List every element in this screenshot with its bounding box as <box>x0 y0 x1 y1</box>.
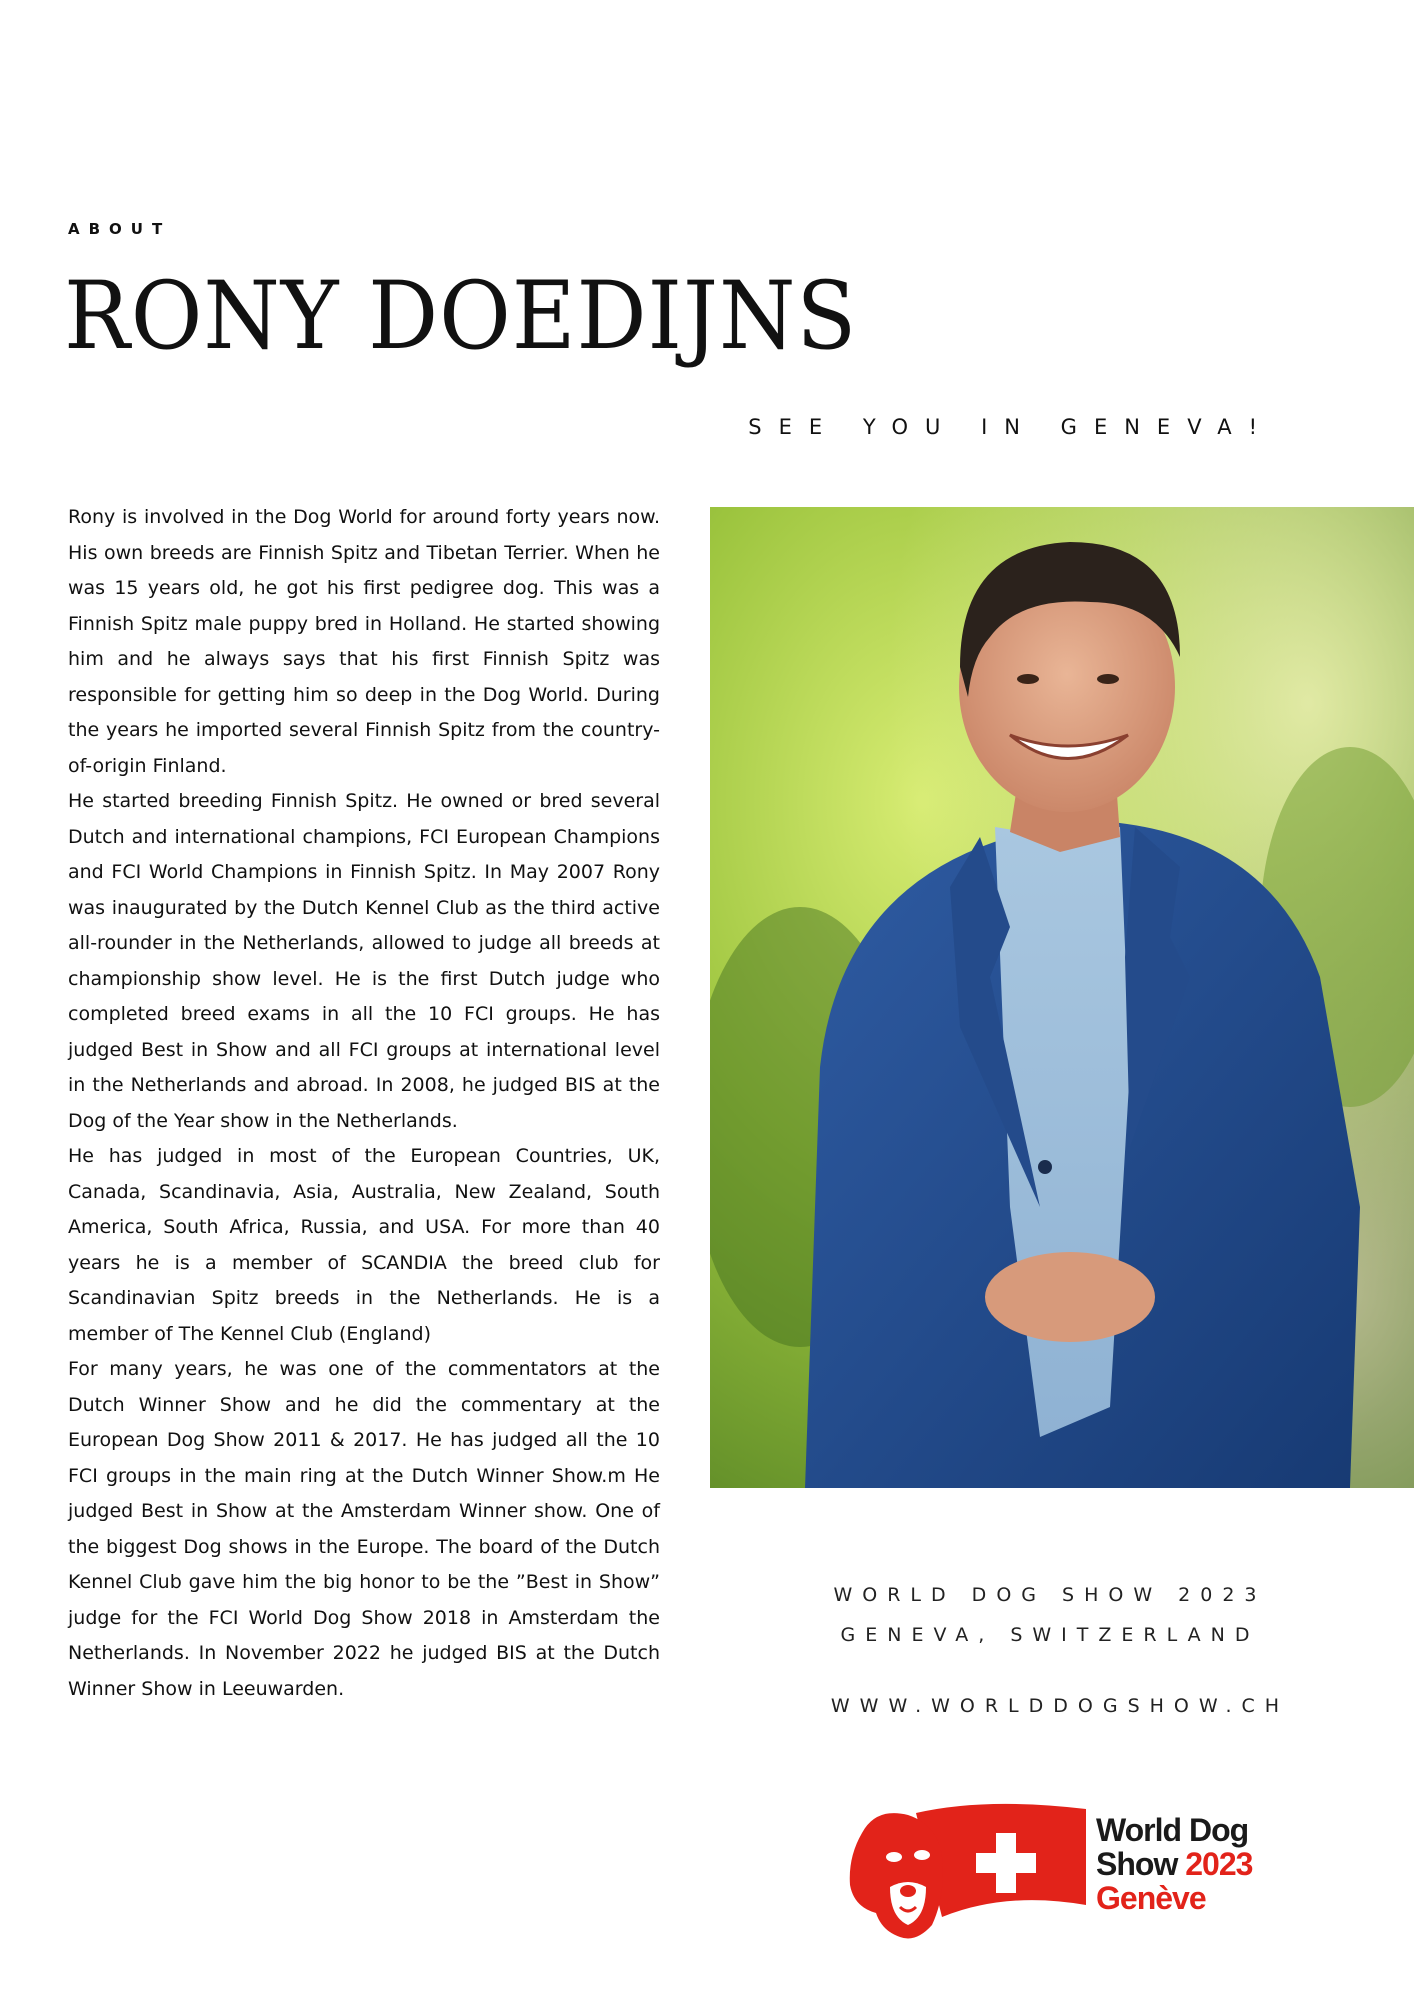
event-title: WORLD DOG SHOW 2023 <box>833 1584 1267 1606</box>
logo-line-2 <box>1096 1847 1252 1881</box>
bio-paragraph: He started breeding Finnish Spitz. He owned or bred several Dutch and international champions, FCI European Champions and FCI World Champions in Finnish Spitz. In May 2007 Rony was inaugurated by the Dutch Kennel Club as the third active all-rounder in the Netherlands, allowed to judge all breeds at championship show level. He is the first Dutch judge who completed breed exams in all the 10 FCI groups. He has judged Best in Show and all FCI groups at international level in the Netherlands and abroad. In 2008, he judged BIS at the Dog of the Year show in the Netherlands. <box>68 790 660 1132</box>
logo-line-1: World Dog <box>1096 1812 1249 1848</box>
logo-show-word: Show <box>1096 1846 1186 1882</box>
logo-year: 2023 <box>1185 1846 1253 1882</box>
logo-city: Genève <box>1096 1880 1206 1916</box>
bio-paragraph: Rony is involved in the Dog World for around forty years now. His own breeds are Finnish Spitz and Tibetan Terrier. When he was 15 years old, he got his first pedigree dog. This was a Finnish Spitz male puppy bred in Holland. He started showing him and he always says that his first Finnish Spitz was responsible for getting him so deep in the Dog World. During the years he imported several Finnish Spitz from the country-of-origin Finland. <box>68 506 660 777</box>
bio-paragraph: He has judged in most of the European Countries, UK, Canada, Scandinavia, Asia, Australia, New Zealand, South America, South Africa, Russia, and USA. For more than 40 years he is a member of SCANDIA the breed club for Scandinavian Spitz breeds in the Netherlands. He is a member of The Kennel Club (England) <box>68 1145 660 1345</box>
page-title: RONY DOEDIJNS <box>64 262 858 371</box>
event-info <box>790 1575 1310 1655</box>
event-location: GENEVA, SWITZERLAND <box>840 1624 1260 1646</box>
website-link[interactable]: WWW.WORLDDOGSHOW.CH <box>830 1695 1290 1717</box>
logo-wordmark <box>1096 1813 1252 1915</box>
saint-bernard-flag-icon <box>846 1795 1086 1945</box>
tagline: SEE YOU IN GENEVA! <box>748 415 1274 439</box>
bio-paragraph: For many years, he was one of the commentators at the Dutch Winner Show and he did the commentary at the European Dog Show 2011 & 2017. He has judged all the 10 FCI groups in the main ring at the Dutch Winner Show.m He judged Best in Show at the Amsterdam Winner show. One of the biggest Dog shows in the Europe. The board of the Dutch Kennel Club gave him the big honor to be the ”Best in Show” judge for the FCI World Dog Show 2018 in Amsterdam the Netherlands. In November 2022 he judged BIS at the Dutch Winner Show in Leeuwarden. <box>68 1358 660 1700</box>
world-dog-show-logo <box>846 1795 1286 1945</box>
section-eyebrow: ABOUT <box>68 220 172 238</box>
portrait-photo <box>710 507 1414 1488</box>
biography <box>68 500 660 1707</box>
